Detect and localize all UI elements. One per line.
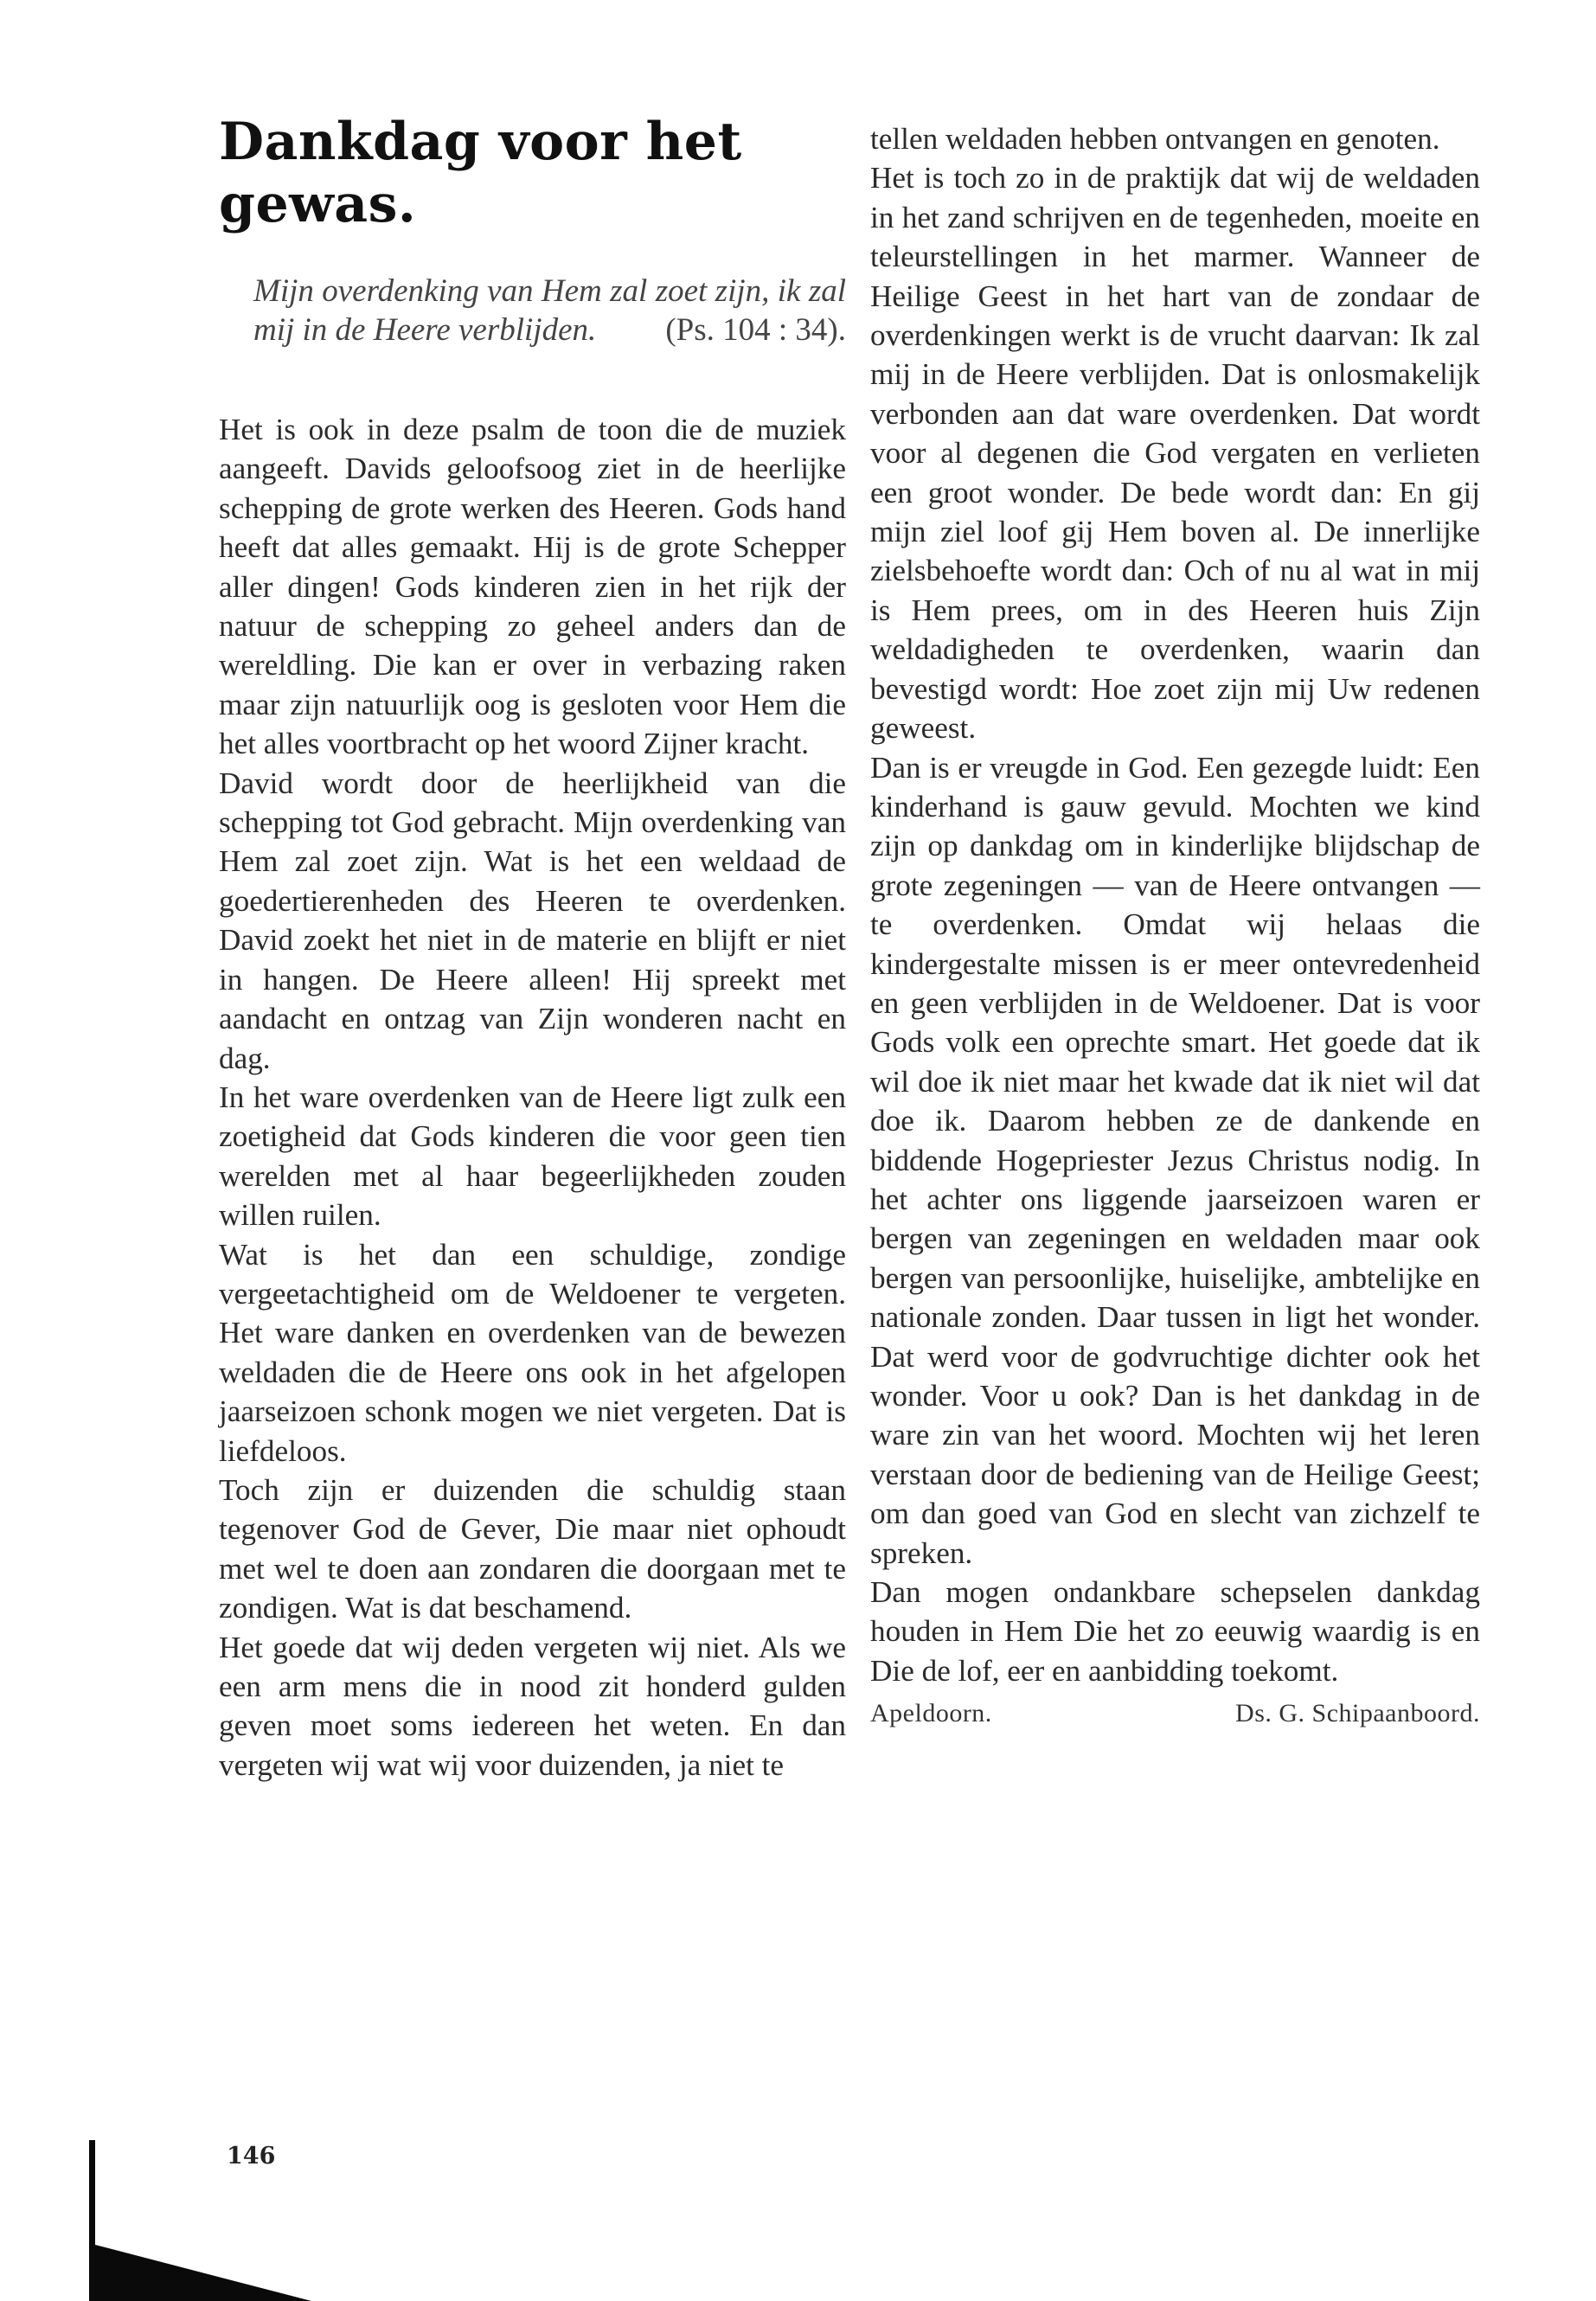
paragraph: David wordt door de heerlijkheid van die schepping tot God gebracht. Mijn overdenking van Hem zal zoet zijn. Wat is het een weldaad de goedertierenheden des Heeren te overdenken. David zoekt het niet in de materie en blijft er niet in hangen. De Heere alleen! Hij spreekt met aandacht en ontzag van Zijn wonderen nacht en dag. bbox=[219, 766, 846, 1075]
paragraph: Het is toch zo in de praktijk dat wij de weldaden in het zand schrijven en de tegenheden, moeite en teleurstellingen in het marmer. Wanneer de Heilige Geest in het hart van de zondaar de overdenkingen werkt is de vrucht daarvan: Ik zal mij in de Heere verblijden. Dat is onlosmakelijk verbonden aan dat ware overdenken. Dat wordt voor al degenen die God vergaten en verlieten een groot wonder. De bede wordt dan: En gij mijn ziel loof gij Hem boven al. De innerlijke zielsbehoefte wordt dan: Och of nu al wat in mij is Hem prees, om in des Heeren huis Zijn weldadigheden te overdenken, waarin dan bevestigd wordt: Hoe zoet zijn mij Uw redenen geweest. bbox=[870, 161, 1480, 746]
motto bbox=[219, 272, 846, 349]
paragraph: Het goede dat wij deden vergeten wij niet. Als we een arm mens die in nood zit honderd gulden geven moet soms iedereen het weten. En dan vergeten wij wat wij voor duizenden, ja niet te bbox=[219, 1630, 846, 1782]
scan-edge-shadow bbox=[0, 2163, 311, 2301]
paragraph: Wat is het dan een schuldige, zondige vergeetachtigheid om de Weldoener te vergeten. Het ware danken en overdenken van de bewezen weldaden die de Heere ons ook in het afgelopen jaarseizoen schonk mogen we niet vergeten. Dat is liefdeloos. bbox=[219, 1237, 846, 1468]
left-column bbox=[219, 111, 846, 1785]
paragraph: Dan is er vreugde in God. Een gezegde luidt: Een kinderhand is gauw gevuld. Mochten we kind zijn op dankdag om in kinderlijke blijdschap de grote zegeningen — van de Heere ontvangen — te overdenken. Omdat wij helaas die kindergestalte missen is er meer ontevredenheid en geen verblijden in de Weldoener. Dat is voor Gods volk een oprechte smart. Het goede dat ik wil doe ik niet maar het kwade dat ik niet wil dat doe ik. Daarom hebben ze de dankende en biddende Hogepriester Jezus Christus nodig. In het achter ons liggende jaarseizoen waren er bergen van zegeningen en weldaden maar ook bergen van persoonlijke, huiselijke, ambtelijke en nationale zonden. Daar tussen in ligt het wonder. Dat werd voor de godvruchtige dichter ook het wonder. Voor u ook? Dan is het dankdag in de ware zin van het woord. Mochten wij het leren verstaan door de bediening van de Heilige Geest; om dan goed van God en slecht van zichzelf te spreken. bbox=[870, 750, 1480, 1570]
right-column bbox=[870, 119, 1480, 1728]
motto-reference: (Ps. 104 : 34). bbox=[665, 312, 846, 348]
paragraph: Het is ook in deze psalm de toon die de muziek aangeeft. Davids geloofsoog ziet in de heerlijke schepping de grote werken des Heeren. Gods hand heeft dat alles gemaakt. Hij is de grote Schepper aller dingen! Gods kinderen zien in het rijk der natuur de schepping zo geheel anders dan de wereldling. Die kan er over in verbazing raken maar zijn natuurlijk oog is gesloten voor Hem die het alles voortbracht op het woord Zijner kracht. bbox=[219, 413, 846, 761]
article-title: Dankdag voor het gewas. bbox=[219, 112, 742, 234]
motto-text: Mijn overdenking van Hem zal zoet zijn, ik zal mij in de Heere verblijden. bbox=[253, 273, 846, 348]
signature bbox=[870, 1699, 1480, 1728]
signature-author: Ds. G. Schipaanboord. bbox=[1235, 1699, 1480, 1728]
paragraph: Dan mogen ondankbare schepselen dankdag houden in Hem Die het zo eeuwig waardig is en Die de lof, eer en aanbidding toekomt. bbox=[870, 1575, 1480, 1688]
page-number: 146 bbox=[227, 2143, 276, 2170]
paragraph: tellen weldaden hebben ontvangen en genoten. bbox=[870, 122, 1440, 156]
paragraph: In het ware overdenken van de Heere ligt zulk een zoetigheid dat Gods kinderen die voor geen tien werelden met al haar begeerlijkheden zouden willen ruilen. bbox=[219, 1080, 846, 1233]
paragraph: Toch zijn er duizenden die schuldig staan tegenover God de Gever, Die maar niet ophoudt met wel te doen aan zondaren die doorgaan met te zondigen. Wat is dat beschamend. bbox=[219, 1472, 846, 1625]
signature-place: Apeldoorn. bbox=[870, 1699, 992, 1728]
